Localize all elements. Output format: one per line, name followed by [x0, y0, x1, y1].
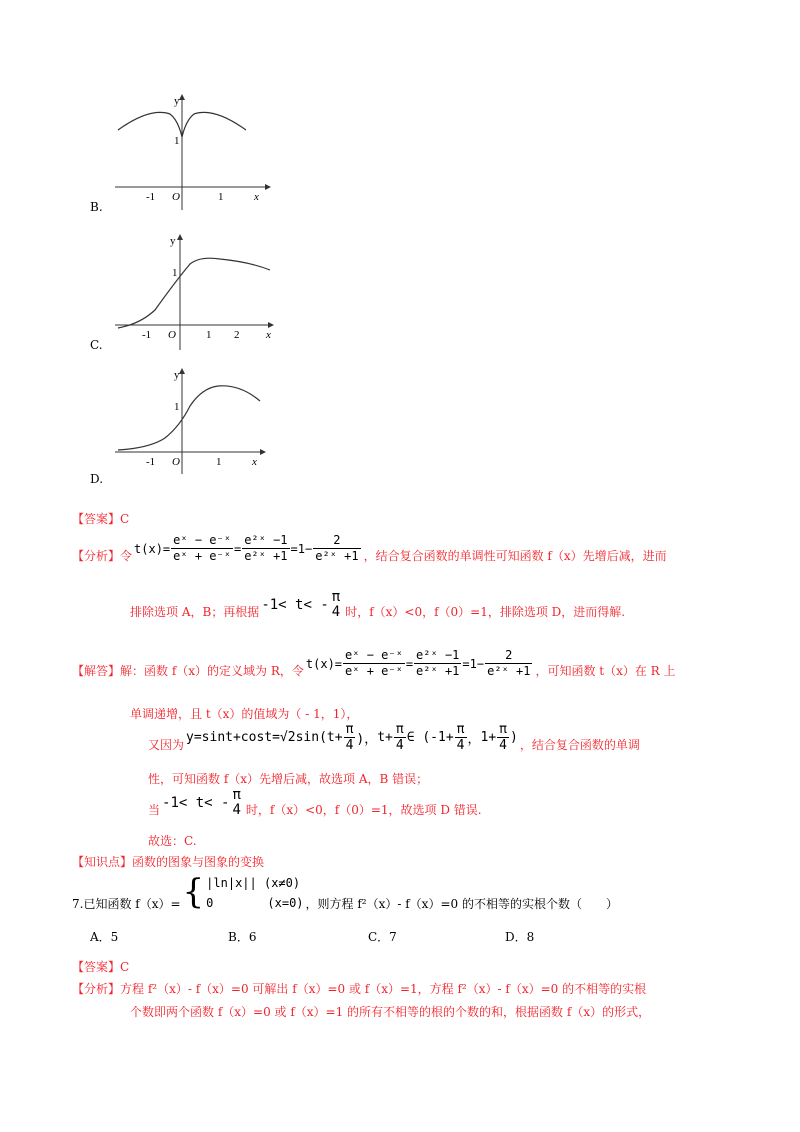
svg-text:x: x	[266, 329, 271, 341]
q6-answer	[72, 510, 129, 527]
t-formula: t(x)= $\frac{\text{eˣ − e⁻ˣ}}{\text{eˣ + e⁻ˣ}}$ = $\frac{\text{e²ˣ −1}}{\text{e²ˣ +1}}$ =1− $\frac{2}{\text{e²ˣ +1}}$	[134, 533, 359, 563]
svg-text:y: y	[170, 235, 176, 247]
graph-option-b	[110, 92, 280, 212]
ineq-1: -1< t< - π 4	[261, 589, 341, 620]
svg-text:y: y	[174, 95, 180, 107]
svg-text:O: O	[172, 456, 180, 468]
graph-option-d	[110, 366, 280, 476]
q6-solution-2: 单调递增，且 t（x）的值域为（ - 1，1），	[130, 707, 359, 721]
q7-case-2: 0	[206, 896, 214, 910]
q6-solution-3a: 又因为	[148, 738, 185, 752]
svg-text:-1: -1	[146, 191, 156, 203]
svg-text:1: 1	[216, 456, 222, 468]
curve-c	[118, 258, 270, 328]
q7-stem-row	[72, 872, 618, 912]
q6-analysis-tag: 【分析】令	[72, 549, 133, 563]
option-c-label: C.	[90, 338, 103, 352]
q6-solution-4: 性，可知函数 f（x）先增后减，故选项 A，B 错误；	[148, 772, 429, 786]
q6-solution-row-3	[148, 722, 640, 753]
q7-case-2-cond: (x=0)	[267, 896, 304, 910]
ineq-2: -1< t< - π 4	[162, 787, 241, 818]
svg-text:1: 1	[206, 329, 212, 341]
q6-solution-row-1	[72, 648, 676, 679]
q6-solution-row-5	[148, 788, 482, 818]
q6-solution-1b: ，可知函数 t（x）在 R 上	[535, 664, 676, 678]
svg-text:1: 1	[218, 191, 224, 203]
answer-tag: 【答案】	[72, 512, 121, 526]
q6-solution-1a: 【解答】解：函数 f（x）的定义域为 R，令	[72, 664, 304, 678]
q6-solution-5a: 当	[148, 803, 161, 817]
q7-analysis-1: 【分析】方程 f²（x）- f（x）=0 可解出 f（x）=0 或 f（x）=1，方程 f²（x）- f（x）=0 的不相等的实根	[72, 982, 647, 996]
q6-solution-3b: ，结合复合函数的单调	[519, 738, 640, 752]
option-b-label: B.	[90, 200, 103, 214]
svg-text:2: 2	[234, 329, 240, 341]
q7-option-d: D．8	[505, 930, 535, 944]
svg-text:1: 1	[174, 135, 180, 147]
q7-stem-b: ，则方程 f²（x）- f（x）=0 的不相等的实根个数（ ）	[305, 897, 618, 911]
q7-answer: 【答案】C	[72, 960, 130, 974]
q6-analysis-row-1	[72, 533, 667, 564]
q7-option-a: A．5	[90, 930, 119, 944]
brace: {	[182, 872, 205, 912]
q7-case-1: |ln|x|| (x≠0)	[206, 876, 301, 890]
answer-value: C	[120, 512, 130, 526]
svg-text:O: O	[172, 191, 180, 203]
q6-analysis-text-2b: 时，f（x）<0，f（0）=1，排除选项 D，进而得解.	[345, 605, 626, 619]
svg-text:y: y	[174, 369, 180, 381]
q6-analysis-row-2	[130, 590, 625, 620]
q7-stem-a: 7.已知函数 f（x）=	[72, 897, 181, 911]
svg-text:1: 1	[174, 401, 180, 413]
y-formula: y=sint+cost=√2sin(t+ $\frac{\pi}{4}$ )， t+ $\frac{\pi}{4}$ ∈ (-1+ $\frac{\pi}{4}$ ， 1+ $\frac{\pi}{4}$ )	[186, 722, 518, 753]
svg-text:-1: -1	[142, 329, 152, 341]
q7-option-c: C．7	[368, 930, 397, 944]
option-d-label: D.	[90, 472, 104, 486]
q6-solution-6: 故选：C.	[148, 834, 197, 848]
t-formula-2: t(x)= $\frac{\text{eˣ − e⁻ˣ}}{\text{eˣ + e⁻ˣ}}$ = $\frac{\text{e²ˣ −1}}{\text{e²ˣ +1}}$ =1− $\frac{2}{\text{e²ˣ +1}}$	[305, 648, 531, 678]
q6-analysis-text-1: ，结合复合函数的单调性可知函数 f（x）先增后减，进而	[363, 549, 667, 563]
q6-knowledge: 【知识点】函数的图象与图象的变换	[72, 855, 265, 869]
q7-cases	[206, 874, 303, 912]
svg-text:x: x	[252, 456, 257, 468]
q7-analysis-2: 个数即两个函数 f（x）=0 或 f（x）=1 的所有不相等的根的个数的和，根据函数 f（x）的形式，	[130, 1005, 651, 1019]
svg-text:O: O	[168, 329, 176, 341]
svg-text:1: 1	[172, 267, 178, 279]
svg-text:x: x	[254, 191, 259, 203]
q6-solution-5b: 时，f（x）<0，f（0）=1，故选项 D 错误.	[245, 803, 482, 817]
q6-analysis-text-2a: 排除选项 A，B；再根据	[130, 605, 260, 619]
q7-option-b: B．6	[228, 930, 257, 944]
curve-d	[118, 386, 260, 450]
svg-text:-1: -1	[146, 456, 156, 468]
graph-option-c	[110, 232, 280, 352]
